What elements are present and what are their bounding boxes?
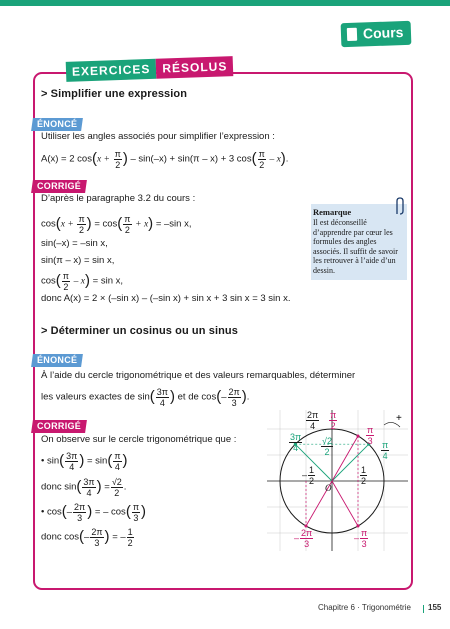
label-3pi-over-4: $\frac{3\pi}{4}$ (290, 432, 302, 453)
banner-exercices: EXERCICES (66, 59, 157, 82)
result-1: • sin( $\frac{3\pi}{4}$ ) = sin( $\frac{\pi}{4}$ ) (41, 450, 128, 472)
enonce-text-1: Utiliser les angles associés pour simplifier l’expression : (41, 131, 275, 142)
corrige-line-2: sin(–x) = –sin x, (41, 238, 108, 249)
label-2pi-over-4: $\frac{2\pi}{4}$ (307, 410, 319, 431)
book-icon (347, 28, 357, 41)
remark-text: Il est déconseillé d’apprendre par cœur les formules des angles associés. Il suffit de savoir les retrouver à l’aide d’un dessin. (313, 218, 398, 275)
label-half: $\frac{1}{2}$ (361, 465, 367, 486)
section2-title: > Déterminer un cosinus ou un sinus (41, 325, 238, 337)
corrige-tag-1: CORRIGÉ (31, 180, 87, 193)
enonce-tag-2: ÉNONCÉ (31, 354, 83, 367)
banner-resolus: RÉSOLUS (156, 56, 234, 79)
enonce-line-2-1: À l’aide du cercle trigonométrique et des valeurs remarquables, déterminer (41, 370, 356, 381)
corrige-line-1: cos(x + $\frac{\pi}{2}$ ) = cos( $\frac{\pi}{2}$ + x) = –sin x, (41, 213, 192, 235)
cours-label: Cours (362, 24, 404, 42)
label-pi-over-2: $\frac{\pi}{2}$ (330, 410, 337, 431)
corrige-intro-1: D’après le paragraphe 3.2 du cours : (41, 193, 196, 204)
corrige-line-3: sin(π – x) = sin x, (41, 255, 115, 266)
enonce-line-2-2: les valeurs exactes de sin( $\frac{3\pi}{4}$ ) et de cos(– $\frac{2\pi}{3}$ ). (41, 386, 250, 408)
expression-a: A(x) = 2 cos(x + $\frac{\pi}{2}$ ) – sin(–x) + sin(π – x) + 3 cos( $\frac{\pi}{2}$ – x). (41, 148, 289, 170)
result-3: • cos(– $\frac{2\pi}{3}$ ) = – cos( $\frac{\pi}{3}$ ) (41, 501, 147, 523)
result-4: donc cos(– $\frac{2\pi}{3}$ ) = – $\frac{1}{2}$ (41, 526, 133, 548)
corrige-line-5: donc A(x) = 2 × (–sin x) – (–sin x) + sin x + 3 sin x = 3 sin x. (41, 293, 291, 304)
top-stripe (0, 0, 450, 6)
label-minus-2pi-over-3: – $\frac{2\pi}{3}$ (294, 528, 313, 549)
label-sqrt2-over-2: $\frac{√2}{2}$ (322, 436, 332, 457)
footer-stripe (0, 602, 312, 603)
plus-sign: + (396, 413, 402, 424)
corrige-tag-2: CORRIGÉ (31, 420, 87, 433)
ray-minus-pi-over-3 (332, 481, 358, 526)
cours-tab (341, 21, 412, 47)
footer-chapter: Chapitre 6 · Trigonométrie (318, 603, 411, 612)
label-pi-over-4: $\frac{\pi}{4}$ (382, 440, 389, 461)
paperclip-icon (393, 196, 407, 216)
label-minus-half: – $\frac{1}{2}$ (302, 465, 315, 486)
result-2: donc sin( $\frac{3\pi}{4}$ ) = $\frac{√2}{2}$ . (41, 476, 127, 498)
section1-title: > Simplifier une expression (41, 88, 188, 100)
corrige-intro-2: On observe sur le cercle trigonométrique que : (41, 434, 237, 445)
label-origin: O (325, 483, 332, 493)
footer-page-number: 155 (428, 603, 442, 612)
label-minus-pi-over-3: – $\frac{\pi}{3}$ (354, 528, 368, 549)
label-pi-over-3: $\frac{\pi}{3}$ (367, 425, 374, 446)
corrige-line-4: cos( $\frac{\pi}{2}$ – x) = sin x, (41, 270, 124, 292)
remark-title: Remarque (313, 207, 352, 217)
enonce-tag-1: ÉNONCÉ (31, 118, 83, 131)
footer-separator (423, 605, 424, 613)
